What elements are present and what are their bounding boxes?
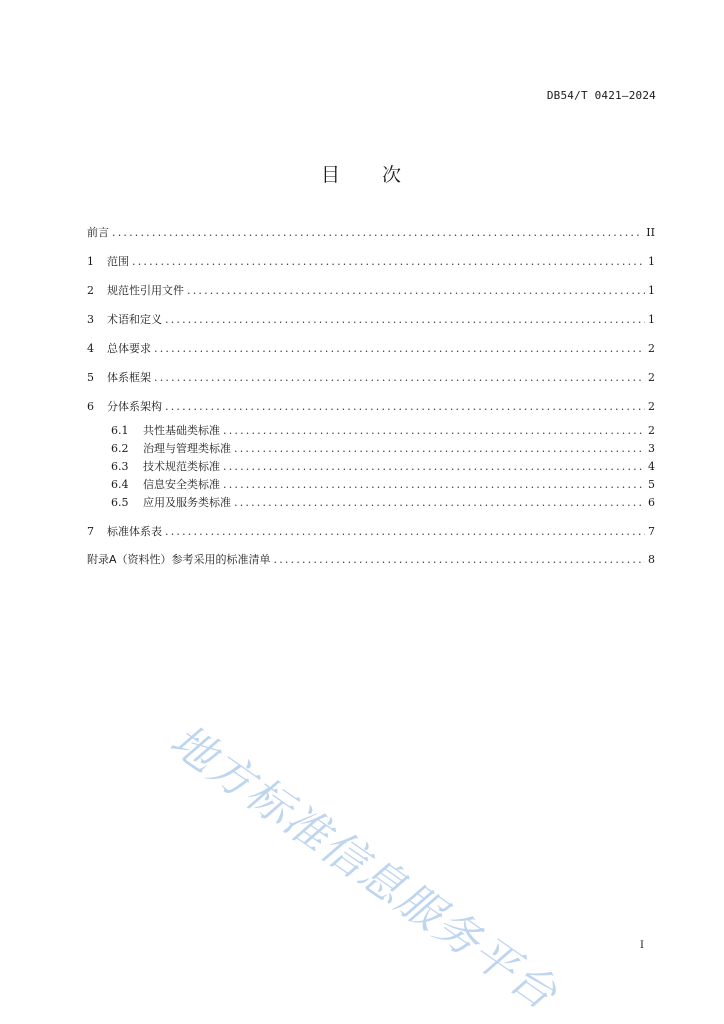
title-part-2: 次 — [382, 164, 404, 186]
title-part-1: 目 — [320, 164, 342, 186]
toc-entry-number: 6.5 — [111, 496, 129, 509]
toc-leader — [132, 254, 645, 270]
toc-entry-label: 体系框架 — [107, 371, 151, 384]
toc-entry-number: 5 — [87, 371, 94, 384]
toc-entry-6-2[interactable] — [87, 441, 655, 457]
toc-entry-7[interactable] — [87, 524, 655, 540]
toc-entry-page: 1 — [648, 255, 655, 268]
toc-entry-appendix-a[interactable] — [87, 552, 655, 568]
toc-entry-page: 5 — [648, 478, 655, 491]
toc-entry-page: 2 — [648, 400, 655, 413]
toc-entry-label: 总体要求 — [107, 342, 151, 355]
toc-entry-page: 2 — [648, 342, 655, 355]
toc-entry-2[interactable] — [87, 283, 655, 299]
toc-entry-6-1[interactable] — [87, 423, 655, 439]
toc-entry-page: 2 — [648, 424, 655, 437]
toc-entry-page: 6 — [648, 496, 655, 509]
toc-leader — [223, 459, 645, 475]
toc-entry-label: 分体系架构 — [107, 400, 162, 413]
toc-entry-3[interactable] — [87, 312, 655, 328]
toc-leader — [154, 341, 645, 357]
toc-entry-number: 6.4 — [111, 478, 129, 491]
toc-entry-number: 6.2 — [111, 442, 129, 455]
toc-entry-label: 应用及服务类标准 — [143, 496, 231, 509]
toc-entry-page: 3 — [648, 442, 655, 455]
toc-leader — [165, 524, 645, 540]
toc-entry-6-4[interactable] — [87, 477, 655, 493]
toc-leader — [165, 399, 645, 415]
toc-entry-label: 附录A（资料性）参考采用的标准清单 — [87, 553, 271, 566]
toc-leader — [112, 225, 643, 241]
page-title — [0, 160, 724, 187]
toc-leader — [165, 312, 645, 328]
toc-entry-label: 规范性引用文件 — [107, 284, 184, 297]
toc-entry-page: 7 — [648, 525, 655, 538]
page-number: I — [640, 940, 644, 951]
toc-entry-page: 4 — [648, 460, 655, 473]
toc-entry-page: 1 — [648, 284, 655, 297]
toc-entry-label: 前言 — [87, 226, 109, 239]
toc-entry-label: 信息安全类标准 — [143, 478, 220, 491]
toc-entry-page: II — [646, 226, 655, 239]
watermark: 地方标准信息服务平台 — [160, 714, 567, 1021]
toc-entry-number: 2 — [87, 284, 94, 297]
toc-entry-label: 共性基础类标准 — [143, 424, 220, 437]
document-code: DB54/T 0421—2024 — [546, 89, 656, 102]
toc-leader — [187, 283, 645, 299]
toc-entry-number: 4 — [87, 342, 94, 355]
toc-entry-label: 标准体系表 — [107, 525, 162, 538]
toc-leader — [234, 495, 645, 511]
toc-entry-label: 术语和定义 — [107, 313, 162, 326]
toc-entry-6[interactable] — [87, 399, 655, 415]
toc-leader — [154, 370, 645, 386]
toc-entry-number: 7 — [87, 525, 94, 538]
toc-entry-page: 1 — [648, 313, 655, 326]
toc-leader — [234, 441, 645, 457]
toc-leader — [223, 477, 645, 493]
toc-entry-6-3[interactable] — [87, 459, 655, 475]
toc-entry-number: 6 — [87, 400, 94, 413]
toc-leader — [223, 423, 645, 439]
toc-entry-number: 6.3 — [111, 460, 129, 473]
toc-entry-label: 技术规范类标准 — [143, 460, 220, 473]
toc-entry-preface[interactable] — [87, 225, 655, 241]
toc-entry-number: 3 — [87, 313, 94, 326]
toc-leader — [274, 552, 645, 568]
toc-entry-5[interactable] — [87, 370, 655, 386]
toc-entry-number: 6.1 — [111, 424, 129, 437]
toc-entry-label: 范围 — [107, 255, 129, 268]
toc-entry-page: 2 — [648, 371, 655, 384]
toc-entry-page: 8 — [648, 553, 655, 566]
toc-entry-1[interactable] — [87, 254, 655, 270]
toc-entry-label: 治理与管理类标准 — [143, 442, 231, 455]
toc-entry-4[interactable] — [87, 341, 655, 357]
toc-entry-6-5[interactable] — [87, 495, 655, 511]
toc-entry-number: 1 — [87, 255, 94, 268]
